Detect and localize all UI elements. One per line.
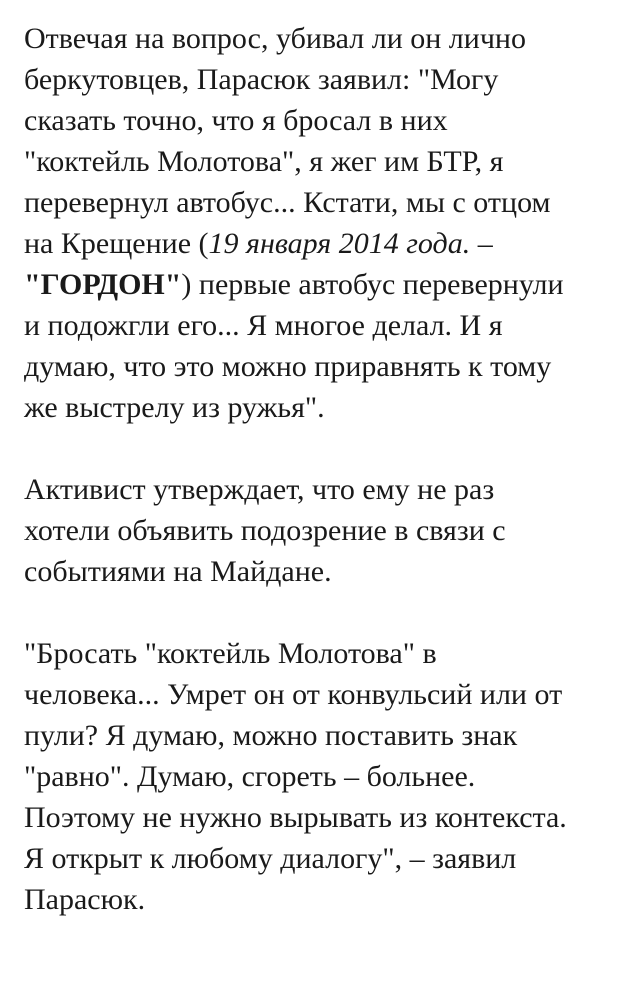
- text-line: хотели объявить подозрение в связи с: [24, 514, 506, 547]
- text-line: "равно". Думаю, сгореть – больнее.: [24, 760, 476, 793]
- text-line: Поэтому не нужно вырывать из контекста.: [24, 801, 567, 834]
- text-line: [24, 264, 620, 305]
- paragraph-quote-2: [24, 633, 620, 920]
- text-line: и подожгли его... Я многое делал. И я: [24, 309, 503, 342]
- text-line: человека... Умрет он от конвульсий или от: [24, 678, 563, 711]
- article-body: [24, 18, 620, 920]
- text-line: сказать точно, что я бросал в них: [24, 104, 448, 137]
- text-line: Отвечая на вопрос, убивал ли он лично: [24, 22, 526, 55]
- editorial-note: 19 января 2014 года. –: [208, 227, 493, 260]
- text-line: беркутовцев, Парасюк заявил: "Могу: [24, 63, 499, 96]
- text-line: событиями на Майдане.: [24, 555, 332, 588]
- paragraph-spacer: [24, 592, 620, 633]
- text-line: пули? Я думаю, можно поставить знак: [24, 719, 518, 752]
- text-line: думаю, что это можно приравнять к тому: [24, 350, 552, 383]
- text-line: "Бросать "коктейль Молотова" в: [24, 637, 437, 670]
- text-fragment: на Крещение (: [24, 227, 209, 260]
- text-line: Активист утверждает, что ему не раз: [24, 473, 495, 506]
- text-line: перевернул автобус... Кстати, мы с отцом: [24, 186, 551, 219]
- text-line: Я открыт к любому диалогу", – заявил: [24, 842, 517, 875]
- paragraph-statement: [24, 469, 620, 592]
- text-line: же выстрелу из ружья".: [24, 391, 325, 424]
- paragraph-spacer: [24, 428, 620, 469]
- text-line: "коктейль Молотова", я жег им БТР, я: [24, 145, 504, 178]
- source-name: "ГОРДОН": [24, 268, 182, 301]
- text-line: [24, 223, 620, 264]
- text-fragment: ) первые автобус перевернули: [181, 268, 564, 301]
- text-line: Парасюк.: [24, 883, 146, 916]
- paragraph-quote-1: [24, 18, 620, 428]
